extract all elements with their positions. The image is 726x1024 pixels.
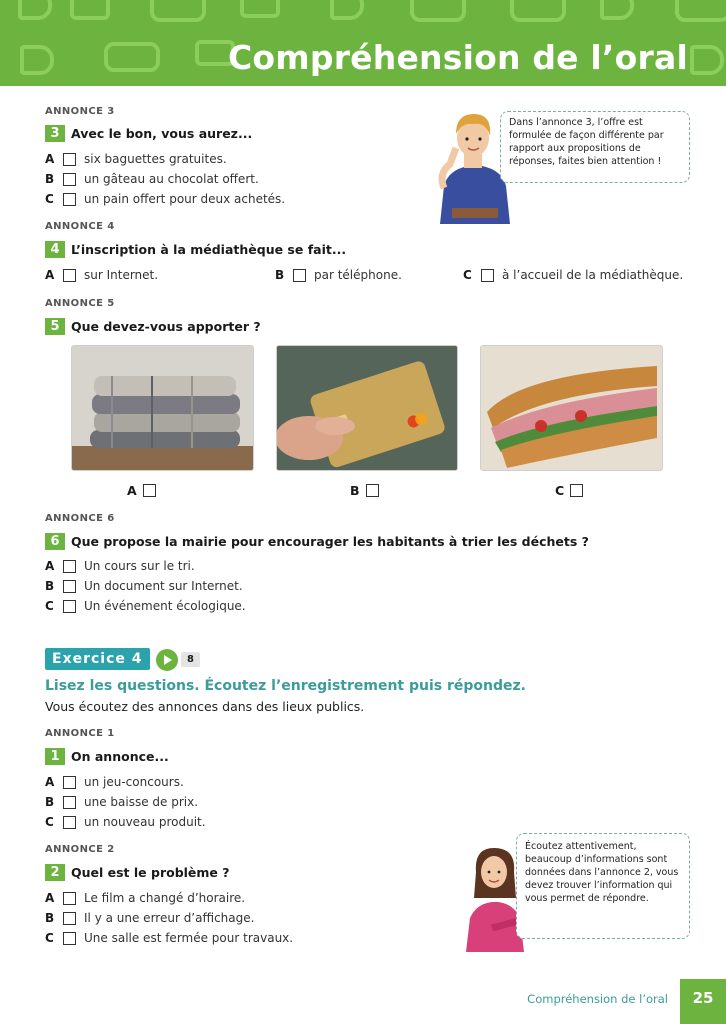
checkbox[interactable]	[63, 560, 76, 573]
option-text: Un cours sur le tri.	[84, 559, 195, 573]
option-letter: B	[45, 795, 55, 809]
option-letter: C	[555, 483, 565, 498]
option-row	[45, 579, 243, 593]
checkbox[interactable]	[63, 892, 76, 905]
option-letter: C	[45, 599, 54, 613]
speaker-icon	[20, 45, 54, 75]
checkbox[interactable]	[63, 269, 76, 282]
checkbox[interactable]	[366, 484, 379, 497]
checkbox[interactable]	[63, 600, 76, 613]
option-row	[45, 192, 285, 206]
option-row	[45, 795, 198, 809]
option-row	[45, 815, 206, 829]
option-letter: B	[275, 268, 285, 282]
option-text: par téléphone.	[314, 268, 402, 282]
option-text: Le film a changé d’horaire.	[84, 891, 246, 905]
speech-bubble-icon	[70, 0, 110, 20]
option-letter: C	[463, 268, 472, 282]
radio-icon	[104, 42, 160, 72]
question-number: 2	[45, 864, 65, 881]
option-letter: B	[45, 911, 55, 925]
blanket-image	[71, 345, 254, 471]
option-letter: A	[45, 268, 55, 282]
radio-icon	[150, 0, 206, 22]
question-number: 5	[45, 318, 65, 335]
image-option-c	[555, 483, 583, 498]
question-e1	[45, 748, 169, 765]
checkbox[interactable]	[63, 776, 76, 789]
option-text: un pain offert pour deux achetés.	[84, 192, 286, 206]
speaker-icon	[600, 0, 634, 20]
option-letter: B	[45, 172, 55, 186]
option-text: un gâteau au chocolat offert.	[84, 172, 259, 186]
option-row	[463, 268, 683, 282]
checkbox[interactable]	[481, 269, 494, 282]
checkbox[interactable]	[63, 932, 76, 945]
option-text: Il y a une erreur d’affichage.	[84, 911, 255, 925]
option-text: un nouveau produit.	[84, 815, 206, 829]
radio-icon	[410, 0, 466, 22]
play-icon[interactable]	[156, 649, 178, 671]
annonce-label: ANNONCE 4	[45, 221, 115, 232]
option-row	[45, 931, 293, 945]
option-letter: B	[350, 483, 360, 498]
image-option-b	[350, 483, 379, 498]
option-row	[45, 775, 184, 789]
checkbox[interactable]	[143, 484, 156, 497]
question-text: Que propose la mairie pour encourager les habitants à trier les déchets ?	[71, 534, 589, 549]
question-number: 6	[45, 533, 65, 550]
checkbox[interactable]	[63, 193, 76, 206]
annonce-label: ANNONCE 1	[45, 728, 115, 739]
option-letter: A	[45, 559, 55, 573]
option-text: sur Internet.	[84, 268, 159, 282]
question-text: Que devez-vous apporter ?	[71, 319, 261, 334]
radio-icon	[510, 0, 566, 22]
checkbox[interactable]	[63, 580, 76, 593]
tip-text: Dans l’annonce 3, l’offre est formulée de façon différente par rapport aux propositions de réponses, faites bien attention !	[509, 117, 664, 167]
annonce-label: ANNONCE 5	[45, 298, 115, 309]
checkbox[interactable]	[293, 269, 306, 282]
option-text: Une salle est fermée pour travaux.	[84, 931, 294, 945]
checkbox[interactable]	[63, 153, 76, 166]
checkbox[interactable]	[570, 484, 583, 497]
option-row	[45, 152, 227, 166]
speaker-icon	[18, 0, 52, 20]
checkbox[interactable]	[63, 912, 76, 925]
checkbox[interactable]	[63, 816, 76, 829]
exercise-instruction: Lisez les questions. Écoutez l’enregistrement puis répondez.	[45, 678, 526, 694]
speaker-icon	[330, 0, 364, 20]
question-text: Avec le bon, vous aurez...	[71, 126, 253, 141]
option-letter: B	[45, 579, 55, 593]
question-6	[45, 533, 589, 550]
tip-bubble	[500, 111, 690, 183]
tip-text: Écoutez attentivement, beaucoup d’informations sont données dans l’annonce 2, vous devez trouver l’information qui vous permet de répondre.	[525, 841, 679, 904]
speaker-icon	[690, 45, 724, 75]
option-row	[45, 891, 245, 905]
option-text: Un document sur Internet.	[84, 579, 243, 593]
question-e2	[45, 864, 230, 881]
question-text: Quel est le problème ?	[71, 865, 230, 880]
checkbox[interactable]	[63, 796, 76, 809]
option-row	[45, 911, 254, 925]
annonce-label: ANNONCE 6	[45, 513, 115, 524]
annonce-label: ANNONCE 2	[45, 844, 115, 855]
speech-bubble-icon	[240, 0, 280, 18]
question-4	[45, 241, 346, 258]
option-row	[45, 172, 259, 186]
tip-bubble	[516, 833, 690, 939]
question-number: 3	[45, 125, 65, 142]
question-text: On annonce...	[71, 749, 169, 764]
exercise-badge: Exercice 4	[45, 648, 150, 670]
page-header	[0, 0, 726, 86]
option-letter: A	[127, 483, 137, 498]
exercise-subtitle: Vous écoutez des annonces dans des lieux publics.	[45, 699, 365, 714]
checkbox[interactable]	[63, 173, 76, 186]
option-row	[275, 268, 402, 282]
page-title: Compréhension de l’oral	[228, 38, 688, 77]
option-text: Un événement écologique.	[84, 599, 246, 613]
option-letter: C	[45, 815, 54, 829]
credit-card-image	[276, 345, 458, 471]
sandwich-image	[480, 345, 663, 471]
question-3	[45, 125, 252, 142]
option-row	[45, 559, 195, 573]
option-text: un jeu-concours.	[84, 775, 184, 789]
option-text: six baguettes gratuites.	[84, 152, 227, 166]
option-letter: A	[45, 775, 55, 789]
radio-icon	[675, 0, 726, 22]
question-number: 1	[45, 748, 65, 765]
option-row	[45, 599, 246, 613]
annonce-label: ANNONCE 3	[45, 106, 115, 117]
image-option-a	[127, 483, 156, 498]
track-number: 8	[181, 652, 200, 667]
option-letter: A	[45, 891, 55, 905]
question-text: L’inscription à la médiathèque se fait...	[71, 242, 347, 257]
option-letter: C	[45, 931, 54, 945]
option-text: une baisse de prix.	[84, 795, 199, 809]
question-number: 4	[45, 241, 65, 258]
option-text: à l’accueil de la médiathèque.	[502, 268, 684, 282]
option-letter: A	[45, 152, 55, 166]
page-number: 25	[680, 979, 726, 1024]
question-5	[45, 318, 261, 335]
option-row	[45, 268, 158, 282]
option-letter: C	[45, 192, 54, 206]
footer-section: Compréhension de l’oral	[527, 992, 668, 1006]
